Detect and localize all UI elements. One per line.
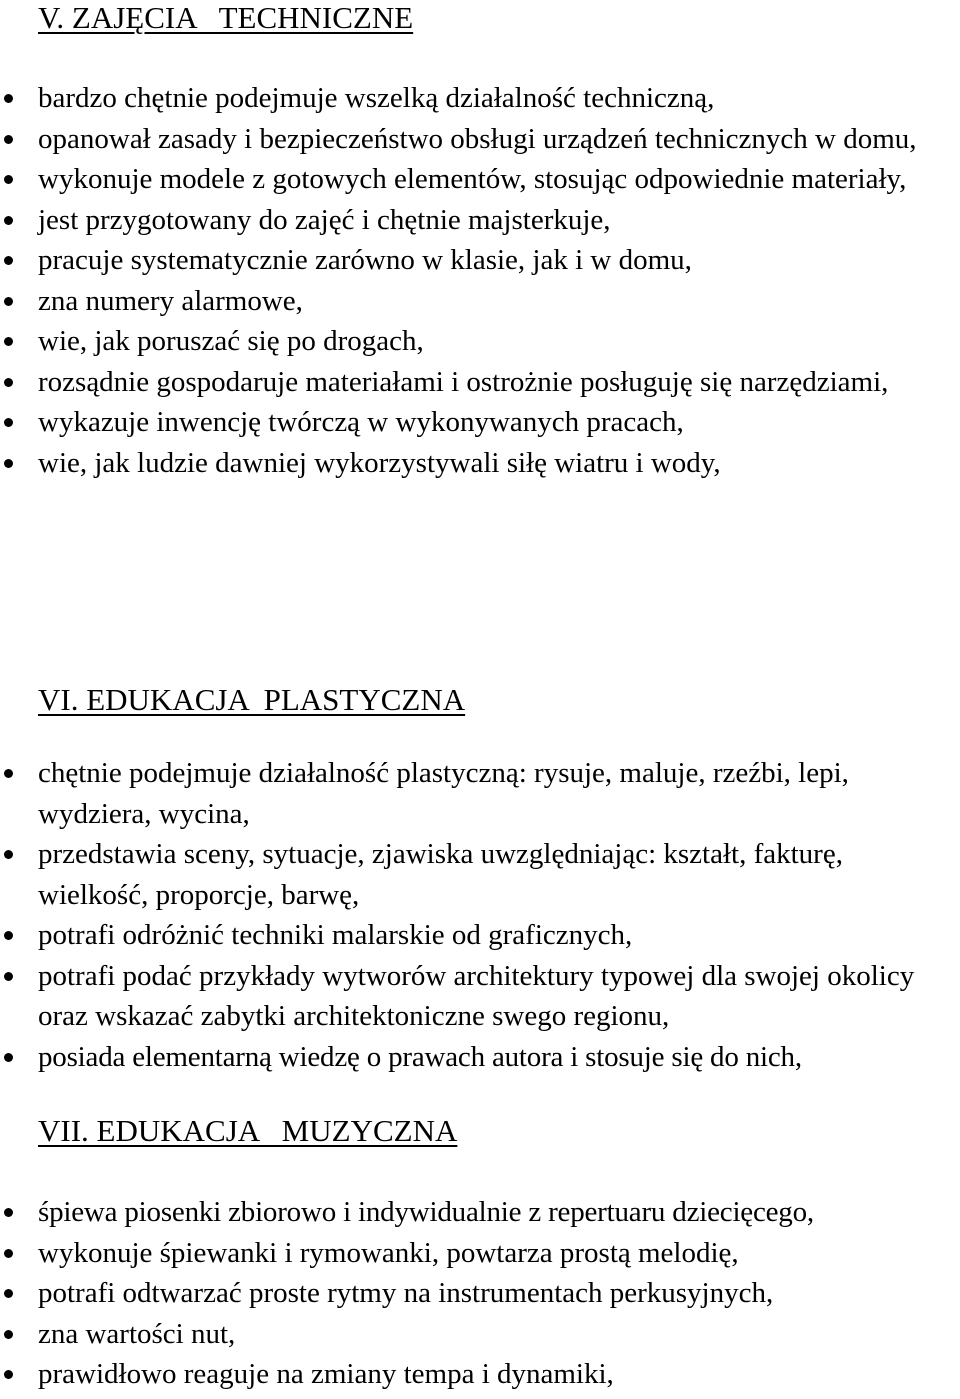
list-item: potrafi odtwarzać proste rytmy na instrumentach perkusyjnych, — [0, 1273, 958, 1314]
list-item: śpiewa piosenki zbiorowo i indywidualnie z repertuaru dziecięcego, — [0, 1192, 960, 1233]
list-item: zna numery alarmowe, — [0, 281, 958, 322]
bullet-icon — [4, 1289, 13, 1298]
section-title-music: VII. EDUKACJA MUZYCZNA — [38, 1113, 458, 1148]
technical-skills-list — [0, 78, 958, 483]
bullet-icon — [4, 297, 13, 306]
section-title-technical: V. ZAJĘCIA TECHNICZNE — [38, 0, 414, 35]
bullet-icon — [4, 1249, 13, 1258]
bullet-icon — [4, 1208, 13, 1217]
list-item: bardzo chętnie podejmuje wszelką działalność techniczną, — [0, 78, 958, 119]
list-item: potrafi odróżnić techniki malarskie od graficznych, — [0, 915, 958, 956]
list-item: wykonuje śpiewanki i rymowanki, powtarza prostą melodię, — [0, 1233, 958, 1274]
list-item: chętnie podejmuje działalność plastyczną: rysuje, maluje, rzeźbi, lepi, wydziera, wycina, — [0, 753, 958, 834]
music-skills-list — [0, 1192, 960, 1395]
list-item: opanował zasady i bezpieczeństwo obsługi urządzeń technicznych w domu, — [0, 119, 958, 160]
bullet-icon — [4, 931, 13, 940]
bullet-icon — [4, 1370, 13, 1379]
list-item: wie, jak poruszać się po drogach, — [0, 321, 958, 362]
bullet-icon — [4, 972, 13, 981]
list-item: potrafi podać przykłady wytworów architektury typowej dla swojej okolicy oraz wskazać zabytki architektoniczne swego regionu, — [0, 956, 958, 1037]
list-item: przedstawia sceny, sytuacje, zjawiska uwzględniając: kształt, fakturę, wielkość, proporcje, barwę, — [0, 834, 958, 915]
list-item: jest przygotowany do zajęć i chętnie majsterkuje, — [0, 200, 958, 241]
list-item: wykazuje inwencję twórczą w wykonywanych pracach, — [0, 402, 958, 443]
bullet-icon — [4, 337, 13, 346]
bullet-icon — [4, 1053, 13, 1062]
section-title-art: VI. EDUKACJA PLASTYCZNA — [38, 682, 466, 717]
bullet-icon — [4, 135, 13, 144]
bullet-icon — [4, 769, 13, 778]
list-item: prawidłowo reaguje na zmiany tempa i dynamiki, — [0, 1354, 958, 1395]
bullet-icon — [4, 256, 13, 265]
bullet-icon — [4, 418, 13, 427]
art-skills-list — [0, 753, 960, 1077]
list-item: pracuje systematycznie zarówno w klasie, jak i w domu, — [0, 240, 958, 281]
list-item: zna wartości nut, — [0, 1314, 958, 1355]
bullet-icon — [4, 850, 13, 859]
bullet-icon — [4, 216, 13, 225]
list-item: wykonuje modele z gotowych elementów, stosując odpowiednie materiały, — [0, 159, 958, 200]
list-item: rozsądnie gospodaruje materiałami i ostrożnie posługuję się narzędziami, — [0, 362, 958, 403]
list-item: wie, jak ludzie dawniej wykorzystywali siłę wiatru i wody, — [0, 443, 958, 484]
bullet-icon — [4, 459, 13, 468]
bullet-icon — [4, 378, 13, 387]
list-item: posiada elementarną wiedzę o prawach autora i stosuje się do nich, — [0, 1037, 960, 1078]
bullet-icon — [4, 1330, 13, 1339]
bullet-icon — [4, 94, 13, 103]
bullet-icon — [4, 175, 13, 184]
